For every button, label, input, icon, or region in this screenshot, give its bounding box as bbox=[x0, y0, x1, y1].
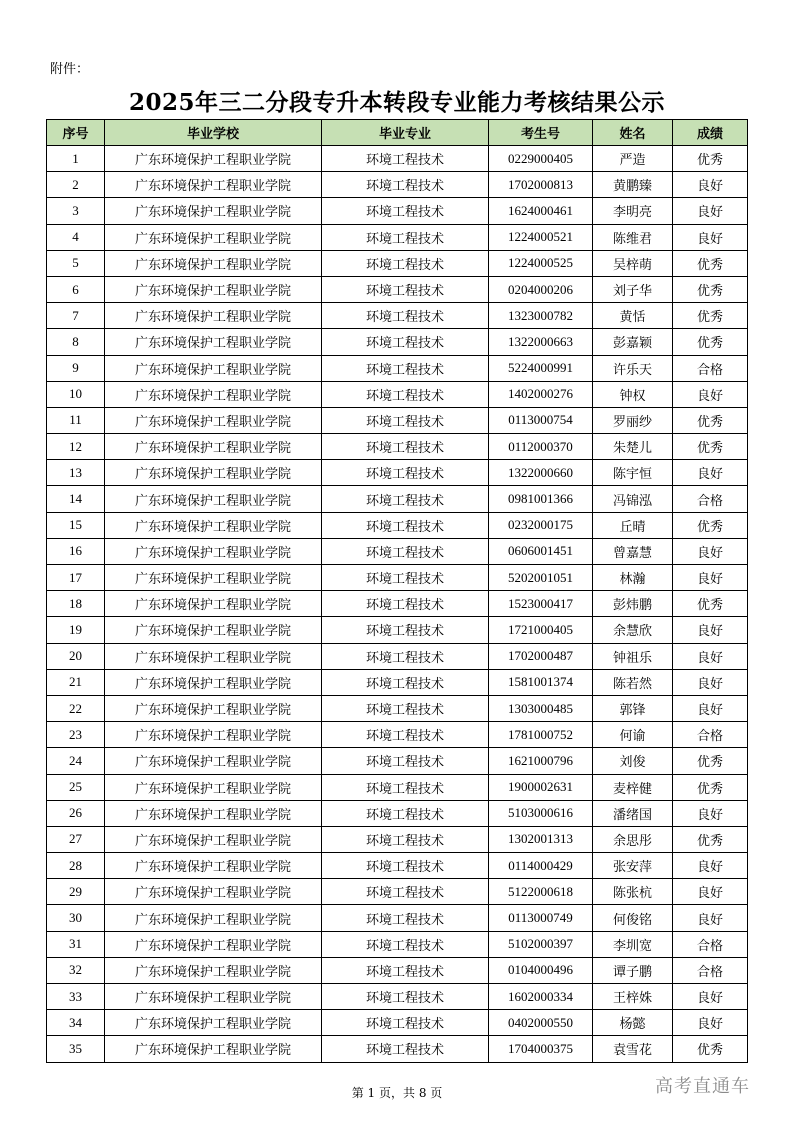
cell-school: 广东环境保护工程职业学院 bbox=[105, 172, 322, 198]
table-row bbox=[47, 512, 748, 538]
cell-index: 20 bbox=[47, 643, 105, 669]
table-row bbox=[47, 250, 748, 276]
cell-exam-number: 0232000175 bbox=[489, 512, 593, 538]
cell-exam-number: 1322000663 bbox=[489, 329, 593, 355]
cell-grade: 良好 bbox=[673, 1010, 748, 1036]
cell-school: 广东环境保护工程职业学院 bbox=[105, 538, 322, 564]
cell-name: 陈若然 bbox=[593, 669, 673, 695]
cell-index: 2 bbox=[47, 172, 105, 198]
cell-major: 环境工程技术 bbox=[322, 538, 489, 564]
cell-index: 14 bbox=[47, 486, 105, 512]
cell-name: 林瀚 bbox=[593, 565, 673, 591]
cell-major: 环境工程技术 bbox=[322, 957, 489, 983]
cell-index: 3 bbox=[47, 198, 105, 224]
cell-name: 潘绪国 bbox=[593, 800, 673, 826]
cell-school: 广东环境保护工程职业学院 bbox=[105, 512, 322, 538]
cell-major: 环境工程技术 bbox=[322, 329, 489, 355]
cell-grade: 良好 bbox=[673, 172, 748, 198]
cell-grade: 良好 bbox=[673, 695, 748, 721]
cell-name: 彭嘉颖 bbox=[593, 329, 673, 355]
cell-grade: 合格 bbox=[673, 957, 748, 983]
cell-grade: 合格 bbox=[673, 931, 748, 957]
cell-major: 环境工程技术 bbox=[322, 381, 489, 407]
cell-index: 33 bbox=[47, 984, 105, 1010]
cell-school: 广东环境保护工程职业学院 bbox=[105, 565, 322, 591]
cell-school: 广东环境保护工程职业学院 bbox=[105, 1036, 322, 1062]
cell-major: 环境工程技术 bbox=[322, 617, 489, 643]
cell-major: 环境工程技术 bbox=[322, 826, 489, 852]
cell-school: 广东环境保护工程职业学院 bbox=[105, 774, 322, 800]
cell-index: 16 bbox=[47, 538, 105, 564]
cell-name: 丘晴 bbox=[593, 512, 673, 538]
cell-school: 广东环境保护工程职业学院 bbox=[105, 957, 322, 983]
cell-grade: 优秀 bbox=[673, 146, 748, 172]
cell-exam-number: 1621000796 bbox=[489, 748, 593, 774]
cell-grade: 良好 bbox=[673, 669, 748, 695]
cell-major: 环境工程技术 bbox=[322, 853, 489, 879]
cell-grade: 良好 bbox=[673, 198, 748, 224]
header-name: 姓名 bbox=[593, 120, 673, 146]
cell-index: 12 bbox=[47, 434, 105, 460]
cell-exam-number: 0606001451 bbox=[489, 538, 593, 564]
cell-grade: 良好 bbox=[673, 984, 748, 1010]
table-row bbox=[47, 1010, 748, 1036]
cell-major: 环境工程技术 bbox=[322, 695, 489, 721]
table-row bbox=[47, 434, 748, 460]
cell-school: 广东环境保护工程职业学院 bbox=[105, 276, 322, 302]
cell-school: 广东环境保护工程职业学院 bbox=[105, 905, 322, 931]
table-row bbox=[47, 853, 748, 879]
cell-exam-number: 1624000461 bbox=[489, 198, 593, 224]
cell-school: 广东环境保护工程职业学院 bbox=[105, 617, 322, 643]
cell-major: 环境工程技术 bbox=[322, 565, 489, 591]
cell-name: 刘子华 bbox=[593, 276, 673, 302]
cell-name: 朱楚儿 bbox=[593, 434, 673, 460]
cell-school: 广东环境保护工程职业学院 bbox=[105, 355, 322, 381]
cell-name: 严造 bbox=[593, 146, 673, 172]
cell-index: 28 bbox=[47, 853, 105, 879]
cell-school: 广东环境保护工程职业学院 bbox=[105, 1010, 322, 1036]
cell-index: 9 bbox=[47, 355, 105, 381]
cell-index: 19 bbox=[47, 617, 105, 643]
cell-exam-number: 5122000618 bbox=[489, 879, 593, 905]
cell-school: 广东环境保护工程职业学院 bbox=[105, 591, 322, 617]
cell-index: 23 bbox=[47, 722, 105, 748]
cell-major: 环境工程技术 bbox=[322, 303, 489, 329]
cell-name: 彭炜鹏 bbox=[593, 591, 673, 617]
cell-school: 广东环境保护工程职业学院 bbox=[105, 722, 322, 748]
table-row bbox=[47, 355, 748, 381]
table-row bbox=[47, 984, 748, 1010]
cell-exam-number: 5102000397 bbox=[489, 931, 593, 957]
cell-major: 环境工程技术 bbox=[322, 250, 489, 276]
cell-major: 环境工程技术 bbox=[322, 669, 489, 695]
cell-major: 环境工程技术 bbox=[322, 198, 489, 224]
table-row bbox=[47, 643, 748, 669]
watermark-logo-text: 高考直通车 bbox=[655, 1076, 750, 1097]
page-footer: 第 1 页，共 8 页 bbox=[351, 1086, 443, 1100]
cell-grade: 良好 bbox=[673, 617, 748, 643]
cell-index: 22 bbox=[47, 695, 105, 721]
cell-major: 环境工程技术 bbox=[322, 800, 489, 826]
cell-grade: 优秀 bbox=[673, 591, 748, 617]
header-index: 序号 bbox=[47, 120, 105, 146]
cell-exam-number: 0113000749 bbox=[489, 905, 593, 931]
cell-exam-number: 1402000276 bbox=[489, 381, 593, 407]
cell-exam-number: 1323000782 bbox=[489, 303, 593, 329]
cell-name: 刘俊 bbox=[593, 748, 673, 774]
cell-index: 21 bbox=[47, 669, 105, 695]
cell-name: 吴梓萌 bbox=[593, 250, 673, 276]
cell-name: 黄恬 bbox=[593, 303, 673, 329]
cell-major: 环境工程技术 bbox=[322, 1036, 489, 1062]
cell-grade: 优秀 bbox=[673, 774, 748, 800]
cell-grade: 良好 bbox=[673, 538, 748, 564]
cell-exam-number: 0113000754 bbox=[489, 407, 593, 433]
table-row bbox=[47, 695, 748, 721]
cell-major: 环境工程技术 bbox=[322, 931, 489, 957]
cell-exam-number: 0204000206 bbox=[489, 276, 593, 302]
cell-exam-number: 1224000521 bbox=[489, 224, 593, 250]
cell-school: 广东环境保护工程职业学院 bbox=[105, 879, 322, 905]
cell-major: 环境工程技术 bbox=[322, 748, 489, 774]
cell-exam-number: 1302001313 bbox=[489, 826, 593, 852]
cell-grade: 良好 bbox=[673, 905, 748, 931]
cell-name: 郭锋 bbox=[593, 695, 673, 721]
cell-name: 冯锦泓 bbox=[593, 486, 673, 512]
cell-name: 何谕 bbox=[593, 722, 673, 748]
cell-name: 钟权 bbox=[593, 381, 673, 407]
cell-major: 环境工程技术 bbox=[322, 512, 489, 538]
cell-name: 曾嘉慧 bbox=[593, 538, 673, 564]
cell-index: 7 bbox=[47, 303, 105, 329]
cell-grade: 优秀 bbox=[673, 1036, 748, 1062]
cell-grade: 良好 bbox=[673, 879, 748, 905]
cell-name: 李明亮 bbox=[593, 198, 673, 224]
cell-exam-number: 0104000496 bbox=[489, 957, 593, 983]
cell-index: 31 bbox=[47, 931, 105, 957]
cell-school: 广东环境保护工程职业学院 bbox=[105, 460, 322, 486]
cell-exam-number: 0981001366 bbox=[489, 486, 593, 512]
cell-index: 8 bbox=[47, 329, 105, 355]
cell-name: 张安萍 bbox=[593, 853, 673, 879]
cell-school: 广东环境保护工程职业学院 bbox=[105, 486, 322, 512]
cell-grade: 良好 bbox=[673, 853, 748, 879]
cell-school: 广东环境保护工程职业学院 bbox=[105, 198, 322, 224]
cell-school: 广东环境保护工程职业学院 bbox=[105, 669, 322, 695]
cell-grade: 良好 bbox=[673, 643, 748, 669]
table-row bbox=[47, 486, 748, 512]
cell-index: 26 bbox=[47, 800, 105, 826]
cell-index: 18 bbox=[47, 591, 105, 617]
cell-name: 许乐天 bbox=[593, 355, 673, 381]
cell-school: 广东环境保护工程职业学院 bbox=[105, 434, 322, 460]
table-row bbox=[47, 407, 748, 433]
table-row bbox=[47, 931, 748, 957]
cell-school: 广东环境保护工程职业学院 bbox=[105, 643, 322, 669]
cell-major: 环境工程技术 bbox=[322, 172, 489, 198]
cell-grade: 良好 bbox=[673, 381, 748, 407]
cell-exam-number: 1900002631 bbox=[489, 774, 593, 800]
cell-exam-number: 0229000405 bbox=[489, 146, 593, 172]
cell-exam-number: 0114000429 bbox=[489, 853, 593, 879]
cell-exam-number: 1702000487 bbox=[489, 643, 593, 669]
table-row bbox=[47, 198, 748, 224]
cell-index: 34 bbox=[47, 1010, 105, 1036]
cell-exam-number: 1322000660 bbox=[489, 460, 593, 486]
table-row bbox=[47, 826, 748, 852]
cell-school: 广东环境保护工程职业学院 bbox=[105, 146, 322, 172]
table-row bbox=[47, 565, 748, 591]
cell-index: 32 bbox=[47, 957, 105, 983]
cell-school: 广东环境保护工程职业学院 bbox=[105, 303, 322, 329]
cell-major: 环境工程技术 bbox=[322, 1010, 489, 1036]
table-row bbox=[47, 329, 748, 355]
cell-grade: 良好 bbox=[673, 460, 748, 486]
table-row bbox=[47, 617, 748, 643]
cell-grade: 合格 bbox=[673, 486, 748, 512]
table-row bbox=[47, 276, 748, 302]
cell-school: 广东环境保护工程职业学院 bbox=[105, 931, 322, 957]
table-row bbox=[47, 303, 748, 329]
table-row bbox=[47, 381, 748, 407]
cell-major: 环境工程技术 bbox=[322, 905, 489, 931]
cell-school: 广东环境保护工程职业学院 bbox=[105, 329, 322, 355]
cell-major: 环境工程技术 bbox=[322, 460, 489, 486]
cell-exam-number: 1602000334 bbox=[489, 984, 593, 1010]
cell-index: 4 bbox=[47, 224, 105, 250]
results-table bbox=[46, 119, 748, 1063]
cell-name: 麦梓健 bbox=[593, 774, 673, 800]
table-row bbox=[47, 224, 748, 250]
cell-index: 10 bbox=[47, 381, 105, 407]
cell-exam-number: 1781000752 bbox=[489, 722, 593, 748]
cell-exam-number: 1704000375 bbox=[489, 1036, 593, 1062]
cell-school: 广东环境保护工程职业学院 bbox=[105, 695, 322, 721]
cell-grade: 合格 bbox=[673, 722, 748, 748]
cell-name: 何俊铭 bbox=[593, 905, 673, 931]
cell-grade: 优秀 bbox=[673, 329, 748, 355]
cell-index: 13 bbox=[47, 460, 105, 486]
cell-major: 环境工程技术 bbox=[322, 407, 489, 433]
table-row bbox=[47, 538, 748, 564]
cell-index: 27 bbox=[47, 826, 105, 852]
cell-major: 环境工程技术 bbox=[322, 276, 489, 302]
table-row bbox=[47, 905, 748, 931]
cell-index: 6 bbox=[47, 276, 105, 302]
table-row bbox=[47, 800, 748, 826]
cell-name: 陈张杭 bbox=[593, 879, 673, 905]
cell-index: 1 bbox=[47, 146, 105, 172]
cell-exam-number: 5224000991 bbox=[489, 355, 593, 381]
cell-index: 29 bbox=[47, 879, 105, 905]
cell-school: 广东环境保护工程职业学院 bbox=[105, 250, 322, 276]
cell-major: 环境工程技术 bbox=[322, 224, 489, 250]
table-row bbox=[47, 460, 748, 486]
cell-school: 广东环境保护工程职业学院 bbox=[105, 381, 322, 407]
cell-grade: 良好 bbox=[673, 224, 748, 250]
cell-exam-number: 1303000485 bbox=[489, 695, 593, 721]
cell-index: 35 bbox=[47, 1036, 105, 1062]
cell-exam-number: 5103000616 bbox=[489, 800, 593, 826]
table-row bbox=[47, 722, 748, 748]
cell-index: 25 bbox=[47, 774, 105, 800]
cell-exam-number: 1224000525 bbox=[489, 250, 593, 276]
header-school: 毕业学校 bbox=[105, 120, 322, 146]
cell-school: 广东环境保护工程职业学院 bbox=[105, 853, 322, 879]
table-row bbox=[47, 748, 748, 774]
table-row bbox=[47, 669, 748, 695]
cell-major: 环境工程技术 bbox=[322, 146, 489, 172]
cell-grade: 优秀 bbox=[673, 407, 748, 433]
cell-grade: 优秀 bbox=[673, 303, 748, 329]
cell-exam-number: 1721000405 bbox=[489, 617, 593, 643]
cell-major: 环境工程技术 bbox=[322, 879, 489, 905]
cell-grade: 优秀 bbox=[673, 250, 748, 276]
cell-grade: 优秀 bbox=[673, 434, 748, 460]
cell-exam-number: 0112000370 bbox=[489, 434, 593, 460]
cell-exam-number: 5202001051 bbox=[489, 565, 593, 591]
header-major: 毕业专业 bbox=[322, 120, 489, 146]
table-row bbox=[47, 172, 748, 198]
cell-major: 环境工程技术 bbox=[322, 434, 489, 460]
header-grade: 成绩 bbox=[673, 120, 748, 146]
cell-index: 5 bbox=[47, 250, 105, 276]
cell-exam-number: 1581001374 bbox=[489, 669, 593, 695]
cell-school: 广东环境保护工程职业学院 bbox=[105, 984, 322, 1010]
cell-major: 环境工程技术 bbox=[322, 774, 489, 800]
cell-name: 黄鹏臻 bbox=[593, 172, 673, 198]
cell-grade: 良好 bbox=[673, 565, 748, 591]
cell-grade: 合格 bbox=[673, 355, 748, 381]
cell-name: 余思彤 bbox=[593, 826, 673, 852]
table-row bbox=[47, 1036, 748, 1062]
table-row bbox=[47, 774, 748, 800]
cell-grade: 优秀 bbox=[673, 512, 748, 538]
cell-name: 余慧欣 bbox=[593, 617, 673, 643]
cell-index: 30 bbox=[47, 905, 105, 931]
cell-major: 环境工程技术 bbox=[322, 984, 489, 1010]
cell-name: 钟祖乐 bbox=[593, 643, 673, 669]
cell-index: 24 bbox=[47, 748, 105, 774]
cell-school: 广东环境保护工程职业学院 bbox=[105, 748, 322, 774]
cell-exam-number: 1702000813 bbox=[489, 172, 593, 198]
cell-name: 陈宇恒 bbox=[593, 460, 673, 486]
attachment-label: 附件： bbox=[50, 62, 90, 77]
cell-grade: 优秀 bbox=[673, 748, 748, 774]
page-title: 2025年三二分段专升本转段专业能力考核结果公示 bbox=[128, 89, 665, 116]
cell-name: 罗丽纱 bbox=[593, 407, 673, 433]
table-row bbox=[47, 146, 748, 172]
table-row bbox=[47, 879, 748, 905]
cell-school: 广东环境保护工程职业学院 bbox=[105, 407, 322, 433]
cell-major: 环境工程技术 bbox=[322, 355, 489, 381]
table-row bbox=[47, 957, 748, 983]
cell-grade: 优秀 bbox=[673, 276, 748, 302]
table-header-row bbox=[47, 120, 748, 146]
cell-name: 杨懿 bbox=[593, 1010, 673, 1036]
cell-major: 环境工程技术 bbox=[322, 643, 489, 669]
cell-grade: 优秀 bbox=[673, 826, 748, 852]
table-row bbox=[47, 591, 748, 617]
cell-exam-number: 0402000550 bbox=[489, 1010, 593, 1036]
cell-index: 11 bbox=[47, 407, 105, 433]
cell-exam-number: 1523000417 bbox=[489, 591, 593, 617]
header-exam-number: 考生号 bbox=[489, 120, 593, 146]
cell-name: 王梓姝 bbox=[593, 984, 673, 1010]
cell-school: 广东环境保护工程职业学院 bbox=[105, 826, 322, 852]
cell-major: 环境工程技术 bbox=[322, 722, 489, 748]
cell-school: 广东环境保护工程职业学院 bbox=[105, 224, 322, 250]
cell-school: 广东环境保护工程职业学院 bbox=[105, 800, 322, 826]
cell-grade: 良好 bbox=[673, 800, 748, 826]
cell-index: 15 bbox=[47, 512, 105, 538]
cell-name: 谭子鹏 bbox=[593, 957, 673, 983]
cell-major: 环境工程技术 bbox=[322, 486, 489, 512]
cell-name: 袁雪花 bbox=[593, 1036, 673, 1062]
cell-major: 环境工程技术 bbox=[322, 591, 489, 617]
cell-index: 17 bbox=[47, 565, 105, 591]
cell-name: 陈维君 bbox=[593, 224, 673, 250]
cell-name: 李圳宽 bbox=[593, 931, 673, 957]
